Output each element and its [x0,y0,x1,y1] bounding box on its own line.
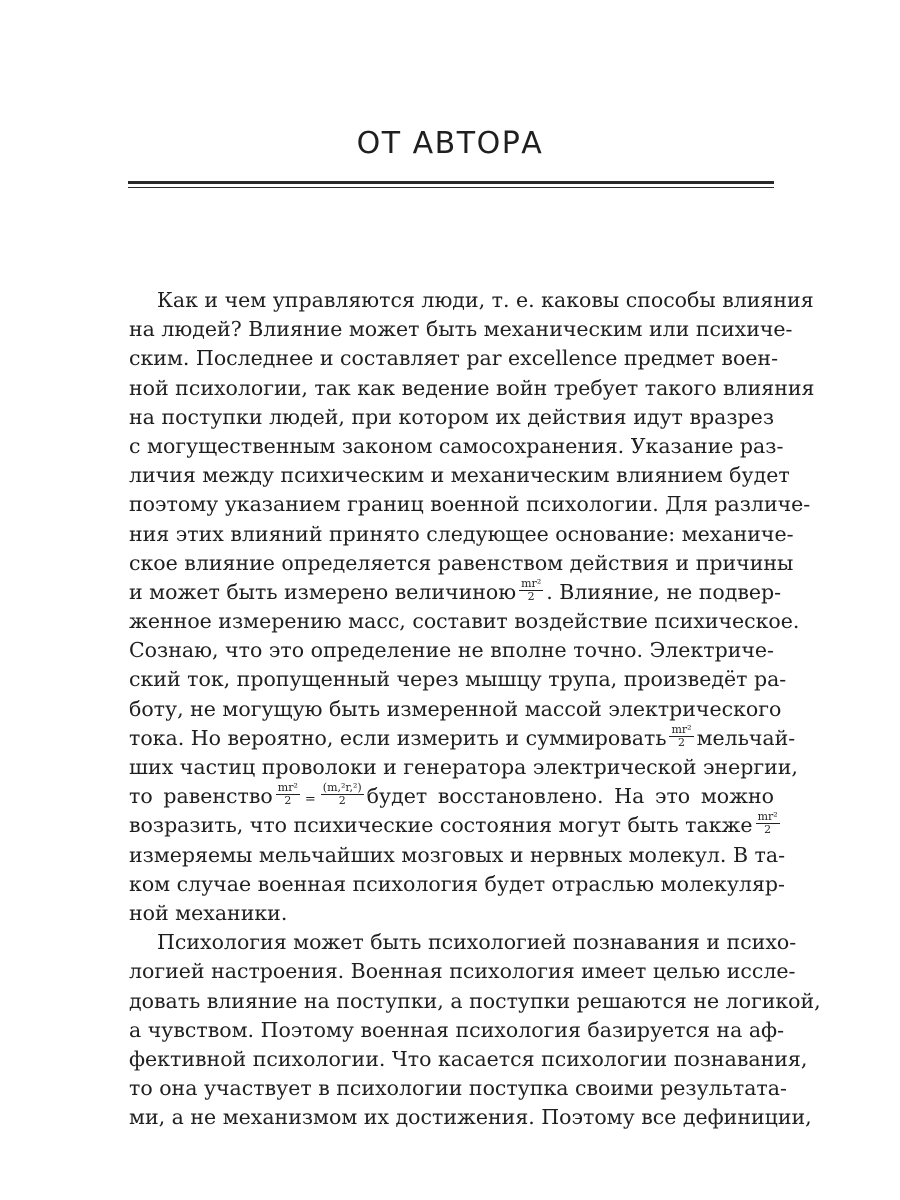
formula-fraction: $\frac{\text{mr²}}{2}$ [277,781,298,808]
text-line: Психология может быть психологией познавания и психо- [157,930,797,955]
text-line: логией настроения. Военная психология имеет целью иссле- [129,959,796,984]
formula-fraction: $\frac{\text{(m,²r,²)}}{2}$ [322,781,362,808]
text-line: довать влияние на поступки, а поступки решаются не логикой, [129,988,821,1013]
text-line: ский ток, пропущенный через мышцу трупа, произведёт ра- [129,667,787,692]
text-line: а чувством. Поэтому военная психология базируется на аф- [129,1017,785,1042]
text-line: ское влияние определяется равенством действия и причины [129,550,794,575]
text-line: поэтому указанием границ военной психологии. Для различе- [129,492,811,517]
text-line: женное измерению масс, составит воздействие психическое. [129,609,800,634]
text-line: ком случае военная психология будет отраслью молекуляр- [129,871,785,896]
title-rule-thin [128,187,774,188]
text-line: на поступки людей, при котором их действия идут вразрез [129,404,774,429]
text-line: ским. Последнее и составляет par excellence предмет воен- [129,346,779,371]
text-line-with-formula: то равенство $\frac{\text{mr²}}{2}$ = $\frac{\text{(m,²r,²)}}{2}$ будет восстановлено. На это можно [129,781,774,809]
body-text [129,286,821,1132]
text-line: фективной психологии. Что касается психологии познавания, [129,1046,808,1071]
text-line-with-formula: возразить, что психические состояния могут быть также $\frac{\text{mr²}}{2}$ [129,810,778,838]
text-line: с могущественным законом самосохранения. Указание раз- [129,433,784,458]
text-line: измеряемы мельчайших мозговых и нервных молекул. В та- [129,842,786,867]
text-line: личия между психическим и механическим влиянием будет [129,463,790,488]
text-line: боту, не могущую быть измеренной массой электрического [129,696,782,721]
text-line-with-formula: и может быть измерено величиною $\frac{\text{mr²}}{2}$ . Влияние, не подвер- [129,576,782,604]
chapter-title: ОТ АВТОРА [356,126,544,161]
text-line: ших частиц проволоки и генератора электрической энергии, [129,755,798,779]
text-line: Сознаю, что это определение не вполне точно. Электриче- [129,638,774,663]
formula-fraction: $\frac{\text{mr²}}{2}$ [671,722,692,749]
text-line: на людей? Влияние может быть механическим или психиче- [129,317,793,342]
text-line: ной механики. [129,900,288,925]
formula-fraction: $\frac{\text{mr²}}{2}$ [521,576,542,603]
title-rule-thick [128,181,774,184]
formula-fraction: $\frac{\text{mr²}}{2}$ [757,810,778,837]
text-line: ми, а не механизмом их достижения. Поэтому все дефиниции, [129,1105,812,1130]
formula-equals: = [304,792,316,808]
text-line-with-formula: тока. Но вероятно, если измерить и суммировать $\frac{\text{mr²}}{2}$ мельчай- [129,722,796,750]
text-line: то она участвует в психологии поступка своими результата- [129,1076,787,1101]
text-line: ния этих влияний принято следующее основание: механиче- [129,521,794,546]
text-line: ной психологии, так как ведение войн требует такого влияния [129,375,815,400]
text-line: Как и чем управляются люди, т. е. каковы способы влияния [157,288,814,312]
